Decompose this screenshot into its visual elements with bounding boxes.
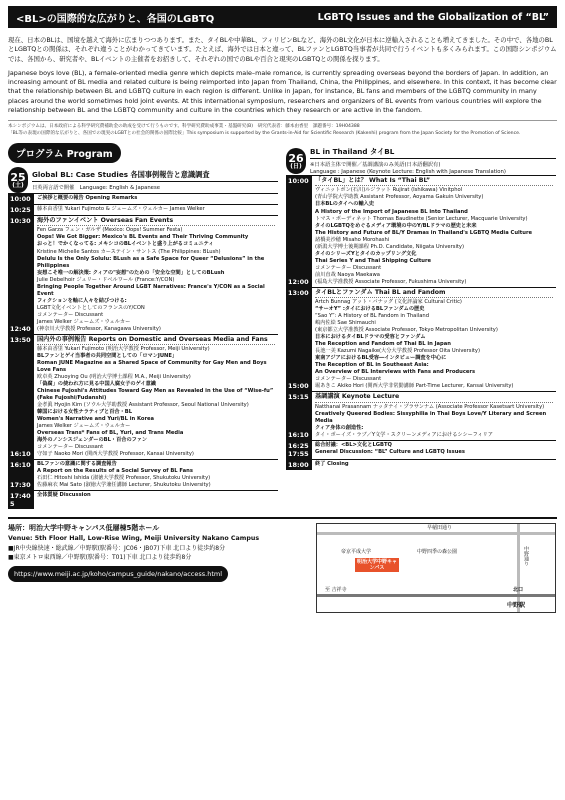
session-line: 石田仁 Hitoshi Ishida (淑徳大学教授 Professor, Shukutoku University) <box>37 475 211 482</box>
session-end-time: 17:55 <box>288 449 309 458</box>
session-body <box>34 194 278 204</box>
session-line: 前川直哉 Naoya Maekawa <box>315 271 380 278</box>
session-line: 全体質疑 Discussion <box>37 492 91 499</box>
session-heading: 基調講演 Keynote Lecture <box>315 393 553 402</box>
session-line: Thai Series Y and Thai Shipping Culture <box>315 257 432 264</box>
intro-en: Japanese boys love (BL), a female-oriented media genre which depicts male–male romance, is currently spreading overseas beyond the borders of Japan. In addition, an increasing amount of BL media and related culture is being reimported into Japan from Thailand, China, the Philippines, and elsewhere. In this context, it has become clear that the relationship between BL and LGBTQ culture in each region is different. Unlike in Japan, for instance, BL fans and members of the LGBTQ community in many places around the world sometimes hold joint events. At this international symposium, researchers and organizers of BL events from various countries will explore the relationship between BL and the LGBTQ community and culture in the countries which they research or are active in the fandom. <box>8 68 557 114</box>
day26-schedule <box>286 175 556 470</box>
session-time <box>286 441 312 459</box>
map-label-station: 中野駅 <box>507 602 526 610</box>
session-line: タイのシリーズYとタイのカップリング文化 <box>315 250 417 257</box>
session-line: 佐藤麻衣 Mai Sato (淑徳大学兼任講師 Lecturer, Shukutoku University) <box>37 482 211 489</box>
program-heading <box>8 143 278 163</box>
map-road-vertical <box>517 524 520 612</box>
map-label-road-top: 早稲田通り <box>427 525 453 532</box>
intro-section <box>8 36 557 115</box>
day25-session-row <box>8 334 278 460</box>
session-end-time: 17:30 <box>10 481 31 490</box>
map-label-teikyo: 帝京平成大学 <box>341 549 372 556</box>
map-label-park: 中野四季の森公園 <box>417 549 458 556</box>
session-body <box>34 335 278 460</box>
session-line: 海外のノンシスジェンダーのBL・百合のファン <box>37 437 148 444</box>
access-metro: ■東京メトロ東西線／中野駅(駅番号：T01)下車 北口より徒歩約8分 <box>8 554 192 562</box>
venue-label-en: Venue: 5th Floor Hall, Low-Rise Wing, Meiji University Nakano Campus <box>8 535 260 543</box>
day26-session-row <box>286 440 556 459</box>
day25-session-row <box>8 490 278 509</box>
session-line: フィクションを軸に人々を結びつける: <box>37 297 127 304</box>
session-body <box>312 176 556 287</box>
session-line: 守如子 Naoko Mori (関西大学教授 Professor, Kansai University) <box>37 451 194 458</box>
program-badge: プログラム Program <box>8 143 121 163</box>
session-body <box>312 288 556 392</box>
session-line: Bringing People Together Around LGBT Narratives: France's Y/CON as a Social Event <box>37 283 265 297</box>
session-line: (青山学院大学助教 Assistant Professor, Aoyama Gakuin University) <box>315 194 484 201</box>
funding-note-1: 本シンポジウムは、日本政府による科学研究費補助金の助成を受けて行うものです。科学研究費助成事業・基盤研究(B) 研究代表者：藤本由香里 課題番号：19H04388 <box>8 124 360 130</box>
session-line: コメンテーター Discussant <box>315 264 382 271</box>
day26-session-row <box>286 287 556 392</box>
session-time <box>8 335 34 460</box>
session-start-time: 16:10 <box>10 461 31 470</box>
session-line: General Discussion: “BL” Culture and LGBTQ Issues <box>315 448 466 455</box>
session-start-time: 18:00 <box>288 460 309 469</box>
session-line: 東南アジアにおけるBL受容―インタビュー調査を中心に <box>315 355 447 362</box>
header-title-en: LGBTQ Issues and the Globalization of “BL” <box>317 11 549 23</box>
day25-header <box>8 167 278 193</box>
session-body <box>34 460 278 490</box>
session-line: Creatively Queered Bodies: Sissyphilia in Thai Boys Love/Y Literary and Screen Media <box>315 410 547 424</box>
session-line: 藤本由香里 Yukari Fujimoto (明治大学教授 Professor, Meiji University) <box>37 346 210 353</box>
day26-number: 26 <box>288 151 304 165</box>
session-line: 長池一美 Kazumi Nagaike(大分大学教授 Professor Oita University) <box>315 348 481 355</box>
session-heading: 海外のファンイベント Overseas Fan Events <box>37 217 275 226</box>
session-start-time: 17:40 <box>10 492 31 501</box>
session-line: Natthanai Prasannam ナッタナイ・プラサンナム (Associate Professor Kasetsart University) <box>315 403 545 410</box>
session-line: BLファンとゲイ当事者の共同空間としての「ロマンJUNE」 <box>37 353 178 360</box>
day25-title-block <box>32 170 278 191</box>
session-time <box>8 205 34 215</box>
session-end-time: 12:40 <box>10 324 31 333</box>
day25-dow: (土) <box>12 181 24 189</box>
session-line: 藤本由香里 Yukari Fujimoto & ジェームズ・ウェルカー James Welker <box>37 206 205 213</box>
session-body <box>312 460 556 470</box>
session-time <box>286 460 312 470</box>
session-line: Artch Bunnag アット・バナッグ (文化評論家 Cultural Critic) <box>315 299 462 306</box>
session-line: The Reception and Fandom of Thai BL in Japan <box>315 341 451 348</box>
session-line: クィア身体の創造性: <box>315 424 364 431</box>
session-line: 日本におけるタイBLドラマの受容とファンダム <box>315 334 426 341</box>
session-line: 諸橋美沙穂 Misaho Morohashi <box>315 236 390 243</box>
session-body <box>34 216 278 334</box>
day26-title: BL in Thailand タイBL <box>310 147 556 159</box>
session-line: LGBT文化イベントとしてのフランスのY/CON <box>37 304 145 311</box>
day26-subtitle-2: Language : Japanese (Keynote Lecture: English with Japanese Translation) <box>310 169 506 176</box>
access-url-link[interactable]: https://www.meiji.ac.jp/koho/campus_guide/nakano/access.html <box>8 566 228 582</box>
map-railway <box>317 594 555 597</box>
session-line: An Overview of BL Interviews with Fans and Producers <box>315 369 476 376</box>
day26-session-row <box>286 459 556 470</box>
session-line: BLファンの意識に関する調査報告 <box>37 461 117 468</box>
map-label-street: 至 吉祥寺 <box>325 587 347 594</box>
session-line: タイ・ボーイズ・ラブ／Y文学・スクリーンメディアにおけるシシーフィリア <box>315 431 493 438</box>
map-label-road-right: 中野通り <box>523 546 529 567</box>
day25-title: Global BL: Case Studies 各国事例報告と意識調査 <box>32 170 278 182</box>
day26-session-row <box>286 175 556 287</box>
session-time <box>8 216 34 334</box>
session-heading: タイBLとファンダム Thai BL and Fandom <box>315 289 553 298</box>
session-line: 総合討議：<BL>文化とLGBTQ <box>315 441 392 448</box>
session-line: Overseas Trans* Fans of BL, Yuri, and Trans Media <box>37 430 184 437</box>
session-line: Roman JUNE Magazine as a Shared Space of Community for Gay Men and Boys Love Fans <box>37 360 267 374</box>
session-line: トマス・ボーディネット Thomas Baudinette (Senior Lecturer, Macquarie University) <box>315 215 528 222</box>
session-start-time: 16:25 <box>288 441 309 450</box>
header-bar <box>8 6 557 28</box>
session-body <box>34 205 278 215</box>
session-start-time: 10:30 <box>10 217 31 226</box>
venue-info <box>8 523 308 613</box>
session-end-time: 5 <box>10 500 15 509</box>
session-line: (東京都立大学准教授 Associate Professor, Tokyo Metropolitan University) <box>315 327 498 334</box>
day25-column <box>8 143 278 509</box>
session-start-time: 15:15 <box>288 393 309 402</box>
session-line: Kristine Michelle Santos カーステイン・サントス (The Philippines: BLush) <box>37 248 221 255</box>
session-line: 妄想こそ唯一の解決策: クィアの"妄想"のための「安全な空間」としてのBLush <box>37 269 225 276</box>
session-line: A History of the Import of Japanese BL into Thailand <box>315 208 468 215</box>
session-line: 堀あきこ Akiko Hori (関西大学非常勤講師 Part-Time Lecturer, Kansai University) <box>315 383 514 390</box>
session-line: 終了 Closing <box>315 460 349 467</box>
session-line: ヴィニットポン(石川)ルジラット Rujirat (Ishikawa) Vinitphol <box>315 187 463 194</box>
session-line: (神奈川大学教授 Professor, Kanagawa University) <box>37 325 161 332</box>
session-body <box>34 491 278 509</box>
session-line: Julie Debelhoir ジュリー・ドベルワール (France:Y/CON) <box>37 276 175 283</box>
day25-schedule <box>8 193 278 509</box>
session-end-time: 16:10 <box>288 430 309 439</box>
session-line: 欧卓英 Zhuoying Ou (明治大学博士課程 M.A., Meiji University) <box>37 374 191 381</box>
session-line: 「偽腐」の使われ方に見る中国人腐女子のゲイ意識 <box>37 381 156 388</box>
day26-subtitle-1: ※日本語主体で開催／基調講演のみ英語(日本語翻訳有) <box>310 162 441 169</box>
session-line: Delulu Is the Only Solulu: BLush as a Safe Space for Queer “Delusions” in the Philippines <box>37 255 265 269</box>
session-time <box>8 460 34 490</box>
session-time <box>286 392 312 439</box>
session-line: Oops! We Got Bigger: Mexico's BL Events and Their Thriving Community <box>37 234 249 241</box>
venue-section <box>8 517 557 613</box>
day26-title-block <box>310 147 556 175</box>
session-line: “サーオY” :タイにおけるBLファンダムの歴史 <box>315 306 425 313</box>
map-label-exit: 北口 <box>513 587 524 594</box>
day25-number: 25 <box>10 170 26 184</box>
header-title-jp: <BL>の国際的な広がりと、各国のLGBTQ <box>16 13 215 25</box>
session-line: コメンテーター Discussant <box>315 376 382 383</box>
intro-jp: 現在、日本のBLは、国境を越えて海外に広まりつつあります。また、タイBLや中華BL、フィリピンBLなど、海外のBL文化が日本に逆輸入されることも増えてきました。その中で、各地のBLとLGBTQとの関係は、それぞれ違うことがわかってきています。たとえば、海外では日本と違って、BLファンとLGBTQ当事者が共同で行うイベントも多くみられます。この国際シンポジウムでは、各国から、研究者や、BLイベントの主催者をお招きして、それぞれの国でのBLや百合と現実のLGBTQとの関係を探ります。 <box>8 36 557 63</box>
session-body <box>312 441 556 459</box>
session-heading: 「タイBL」とは？ What Is “Thai BL” <box>315 177 553 186</box>
funding-note-2: 「BL等の表現の国際的な広がりと、各国での現実のLGBTとの社会的関係の国際比較」This symposium is supported by the Grants-in-Aid for Scientific Research (Kakenhi) program from the Japan Society for the Promotion of Science. <box>8 130 521 136</box>
session-line: A Report on the Results of a Social Survey of BL Fans <box>37 468 193 475</box>
day25-session-row <box>8 215 278 334</box>
access-jr: ■JR中央線快速・総武線／中野駅(駅番号：JC06・JB07)下車 北口より徒歩約8分 <box>8 544 226 552</box>
session-line: The History and Future of BL/Y Dramas in Thailand's LGBTQ Media Culture <box>315 229 533 236</box>
session-line: 嶋内佐絵 Sae Shimauchi <box>315 320 376 327</box>
day26-column <box>286 143 556 509</box>
session-line: Chinese Fujoshi's Attitudes Toward Gay Men as Revealed in the Use of “Wise-fu” <box>37 388 274 395</box>
session-line: Fen Garza フェン・ガルザ (Mexico: Oops! Summer Festa) <box>37 227 183 234</box>
session-line: “Sao Y”: A History of BL Fandom in Thailand <box>315 313 429 320</box>
day25-session-row <box>8 204 278 215</box>
session-end-time: 16:10 <box>10 450 31 459</box>
session-line: 金孝眞 Hyojin Kim (ソウル大学助教授 Assistant Professor, Seoul National University) <box>37 402 249 409</box>
session-line: おっと！でかくなってる: メキシコのBLイベントと盛り上がるコミュニティ <box>37 241 214 248</box>
session-line: James Welker ジェームズ・ウェルカー <box>37 318 131 325</box>
session-line: The Reception of BL in Southeast Asia: <box>315 362 429 369</box>
session-time <box>8 194 34 204</box>
day25-subtitle: 日英両言語で開催 Language: English & Japanese <box>32 184 160 191</box>
day25-badge <box>8 167 28 193</box>
session-line: Women's Narrative and Yuri/BL in Korea <box>37 416 155 423</box>
session-line: ご挨拶と概要の報告 Opening Remarks <box>37 195 138 202</box>
session-line: タイのLGBTQをめぐるメディア環境の中のY/BLドラマの歴史と未来 <box>315 222 477 229</box>
program-grid <box>8 143 557 509</box>
funding-notes <box>8 120 557 137</box>
session-line: コメンテーター Discussant <box>37 311 104 318</box>
session-body <box>312 392 556 439</box>
day25-session-row <box>8 193 278 204</box>
session-start-time: 13:00 <box>288 288 309 297</box>
day26-badge <box>286 148 306 174</box>
venue-label: 場所：明治大学中野キャンパス低層棟5階ホール <box>8 524 160 533</box>
session-start-time: 10:00 <box>10 195 31 204</box>
session-line: コメンテーター Discussant <box>37 444 104 451</box>
session-time <box>286 176 312 287</box>
session-time <box>286 288 312 392</box>
session-end-time: 15:00 <box>288 382 309 391</box>
map-campus-pin: 明治大学中野キャンパス <box>357 559 398 572</box>
session-start-time: 13:50 <box>10 335 31 344</box>
session-line: (Fake Fujoshi/Fudanshi) <box>37 395 107 402</box>
campus-map <box>316 523 556 613</box>
session-start-time: 10:25 <box>10 206 31 215</box>
day26-header <box>286 147 556 175</box>
session-line: 韓国における女性ナラティブと百合・BL <box>37 409 133 416</box>
session-start-time: 10:00 <box>288 177 309 186</box>
day25-session-row <box>8 459 278 490</box>
day26-session-row <box>286 391 556 439</box>
session-line: (福島大学准教授 Associate Professor, Fukushima University) <box>315 278 467 285</box>
session-line: 日本BLのタイへの輸入史 <box>315 201 375 208</box>
session-time <box>8 491 34 509</box>
session-line: James Welker ジェームズ・ウェルカー <box>37 423 131 430</box>
session-heading: 国内外の事例報告 Reports on Domestic and Overseas Media and Fans <box>37 336 275 345</box>
session-line: (新潟大学博士後期課程 Ph.D. Candidate, Niigata University) <box>315 243 465 250</box>
session-end-time: 12:00 <box>288 277 309 286</box>
day26-dow: (日) <box>290 162 302 170</box>
